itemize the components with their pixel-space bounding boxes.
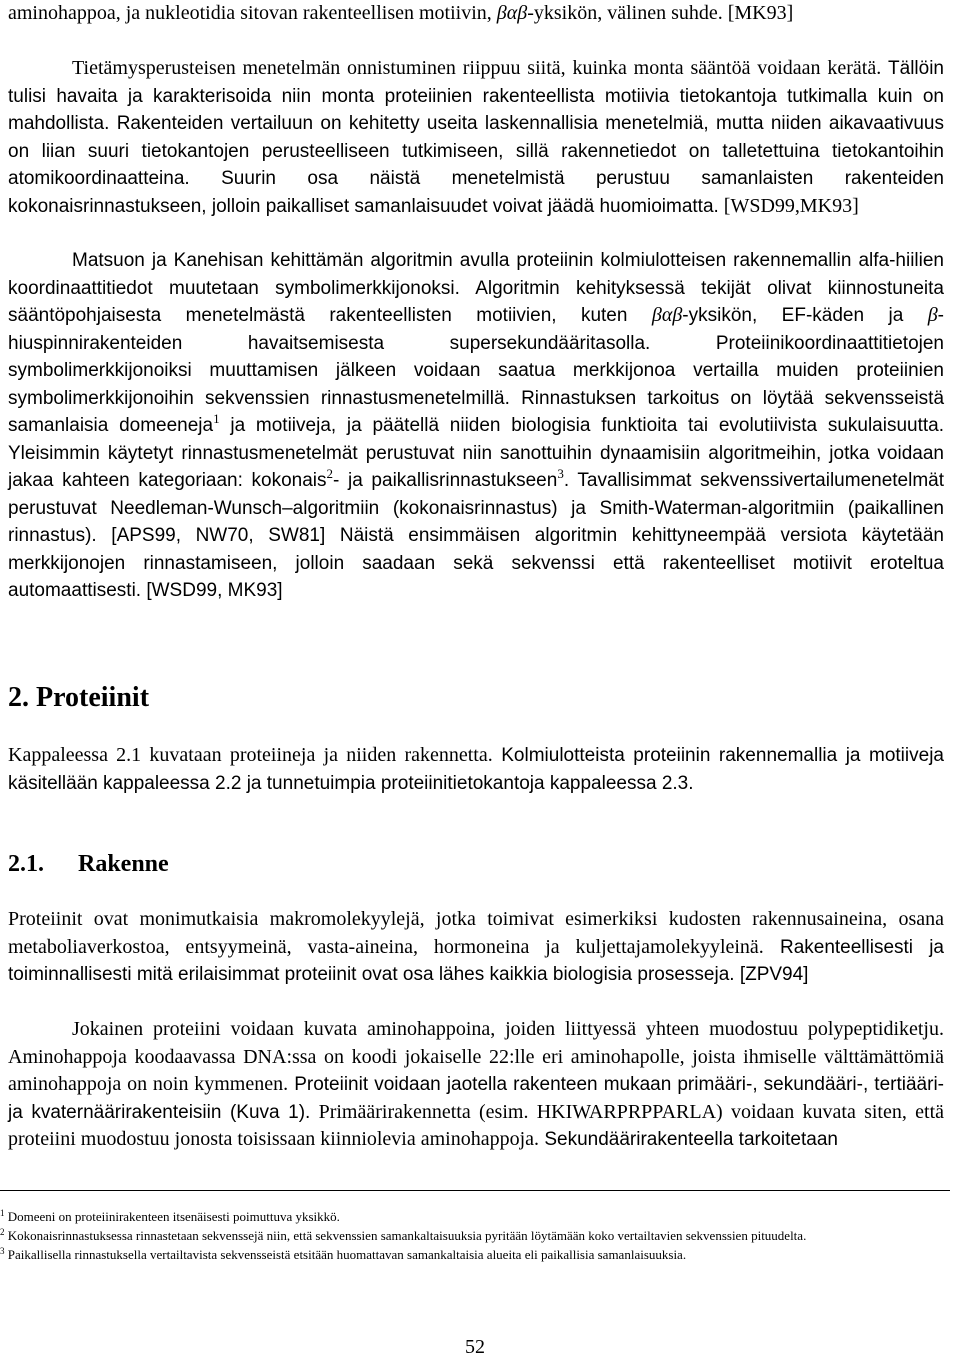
text-segment: -hiuspinnirakenteiden havaitsemisesta supersekundääritasolla.	[8, 305, 944, 354]
footnote-mark: 3	[0, 1246, 5, 1256]
footnote-mark: 2	[0, 1227, 5, 1237]
paragraph-amino-acids	[8, 1016, 944, 1154]
footnote-ref-3[interactable]: 3	[557, 466, 564, 481]
text-segment: -yksikön, välinen suhde. [MK93]	[527, 2, 794, 24]
text-segment: Jokainen proteiini voidaan kuvata aminohappoina, joiden liittyessä yhteen muodostuu polypeptidiketju.	[72, 1018, 944, 1040]
text-segment: ja motiiveja, ja päätellä niiden biologisia funktioita tai evolutiivista sukulaisuutta.	[219, 415, 944, 436]
text-segment: -yksikön, EF-käden ja	[682, 305, 928, 326]
text-segment: Primäärirakennetta (esim. HKIWARPRPPARLA) voidaan kuvata siten, että proteiini muodostuu jonosta toisissaan kiinniolevia aminohappoja.	[8, 1100, 944, 1150]
footnote-2	[0, 1228, 950, 1243]
paragraph-proteins	[8, 906, 944, 989]
footnote-mark: 1	[0, 1208, 5, 1218]
footnote-text: Domeeni on proteiinirakenteen itsenäisesti poimuttuva yksikkö.	[4, 1209, 340, 1224]
text-segment: Sekundäärirakenteella tarkoitetaan	[539, 1129, 838, 1150]
text-segment: Aminohappoja koodaavassa DNA:ssa on koodi jokaiselle 22:lle eri aminohapolle, joista ihmiselle välttämättömiä aminohappoja on noin kymmenen.	[8, 1045, 944, 1095]
paragraph-matsuo-kanehisa	[8, 247, 944, 605]
text-segment: Rakenteellisesti ja toiminnallisesti mitä erilaisimmat proteiinit ovat osa lähes kaikkia biologisia prosesseja. [ZPV94]	[8, 936, 944, 985]
text-segment: . Tavallisimmat sekvenssivertailumenetelmät perustuvat Needleman-Wunsch–algoritmiin (kokonaisrinnastus) ja Smith-Waterman-algoritmiin (paikallinen rinnastus). [APS99, NW70, SW81] Näistä ensimmäisen algoritmin kehittyneempää versiota käytetään merkkijonojen rinnastamiseen, jolloin saadaan sekä sekvenssi että rakenteelliset motiivit eroteltua automaattisesti. [WSD99, MK93]	[8, 470, 945, 601]
subsection-number: 2.1.	[8, 851, 44, 877]
paragraph-knowledge-based	[8, 55, 944, 220]
text-segment: Proteiinit voidaan jaotella rakenteen mukaan primääri-, sekundääri-, tertiääri- ja kvaternäärirakenteisiin (Kuva 1).	[8, 1074, 944, 1123]
page-number: 52	[465, 1336, 485, 1358]
text-segment: Kolmiulotteista proteiinin rakennemallia ja motiiveja käsitellään kappaleessa 2.2 ja tunnetuimpia proteiinitietokantoja kappaleessa 2.3.	[8, 745, 944, 794]
greek-symbol: βαβ	[651, 304, 683, 326]
footnote-1	[0, 1209, 950, 1224]
footnote-text: Paikallisella rinnastuksella vertailtavista sekvensseistä etsitään huomattavan samankaltaisia alueita eli paikallisia samanlaisuuksia.	[4, 1247, 687, 1262]
text-segment: Matsuon ja Kanehisan kehittämän algoritmin avulla proteiinin kolmiulotteisen rakennemallin alfa-hiilien koordinaattitiedot muutetaan symbolimerkkijonoksi.	[8, 250, 944, 299]
text-segment: Tällöin tulisi havaita ja karakterisoida niin monta proteiinien rakenteellista motiivia tietokantoja tutkimalla kuin on mahdollista. Rakenteiden vertailuun on kehitetty useita laskennallisia menetelmiä, mutta niiden aikavaativuus on liian suuri tietokantojen perusteelliseen tutkimiseen, sillä rakennetiedot on talletettuina tietokantoihin atomikoordinaatteina. Suurin osa näistä menetelmistä perustuu samanlaisten rakenteiden kokonaisrinnastukseen, jolloin paikalliset samanlaisuudet voivat jäädä huomioimatta.	[8, 58, 944, 217]
text-segment: - ja paikallisrinnastukseen	[333, 470, 558, 491]
subsection-title: Rakenne	[78, 851, 169, 877]
text-segment: Algoritmin kehityksessä tekijät olivat kiinnostuneita sääntöpohjaisesta menetelmästä rakenteellisten motiivien, kuten	[8, 277, 944, 326]
paragraph-section-intro	[8, 742, 944, 797]
text-segment: Rinnastuksen tarkoitus on löytää sekvensseistä samanlaisia domeeneja	[8, 387, 945, 436]
footnote-3	[0, 1247, 950, 1262]
footnotes	[0, 1190, 950, 1266]
greek-symbol: βαβ	[496, 2, 528, 24]
text-segment: Proteiinikoordinaattitietojen symbolimerkkijonoiksi muuttamisen jälkeen voidaan saatua merkkijonoa vertailla muiden proteiinien symbolimerkkijonoihin sekvenssien rinnastusmenetelmillä.	[8, 332, 945, 409]
footnote-ref-2[interactable]: 2	[326, 466, 334, 481]
paragraph-continuation	[8, 0, 944, 28]
text-segment: Kappaleessa 2.1 kuvataan proteiineja ja niiden rakennetta.	[8, 744, 493, 766]
text-segment: aminohappoa, ja nukleotidia sitovan rakenteellisen motiivin,	[8, 2, 497, 24]
text-segment: Proteiinit ovat monimutkaisia makromolekyylejä, jotka toimivat esimerkiksi kudosten rakennusaineina, osana metaboliaverkostoa, entsyymeinä, vasta-aineina, hormoneina ja kuljettajamolekyyleinä.	[8, 908, 944, 958]
section-heading: 2. Proteiinit	[8, 682, 150, 713]
subsection-heading	[8, 849, 169, 879]
citation: [WSD99,MK93]	[718, 194, 859, 217]
footnote-text: Kokonaisrinnastuksessa rinnastetaan sekvenssejä niin, että sekvenssien samankaltaisuuksia pyritään löytämään koko vertailtavien sekvenssien pituudelta.	[4, 1228, 807, 1243]
text-segment: Yleisimmin käytetyt rinnastusmenetelmät perustuvat niin sanottuihin dynaamisiin algoritmeihin, jotka voidaan jakaa kahteen kategoriaan: kokonais	[8, 442, 944, 491]
greek-symbol: β	[927, 304, 938, 326]
text-segment: Tietämysperusteisen menetelmän onnistuminen riippuu siitä, kuinka monta sääntöä voidaan kerätä.	[72, 57, 889, 79]
footnote-ref-1[interactable]: 1	[213, 411, 220, 426]
